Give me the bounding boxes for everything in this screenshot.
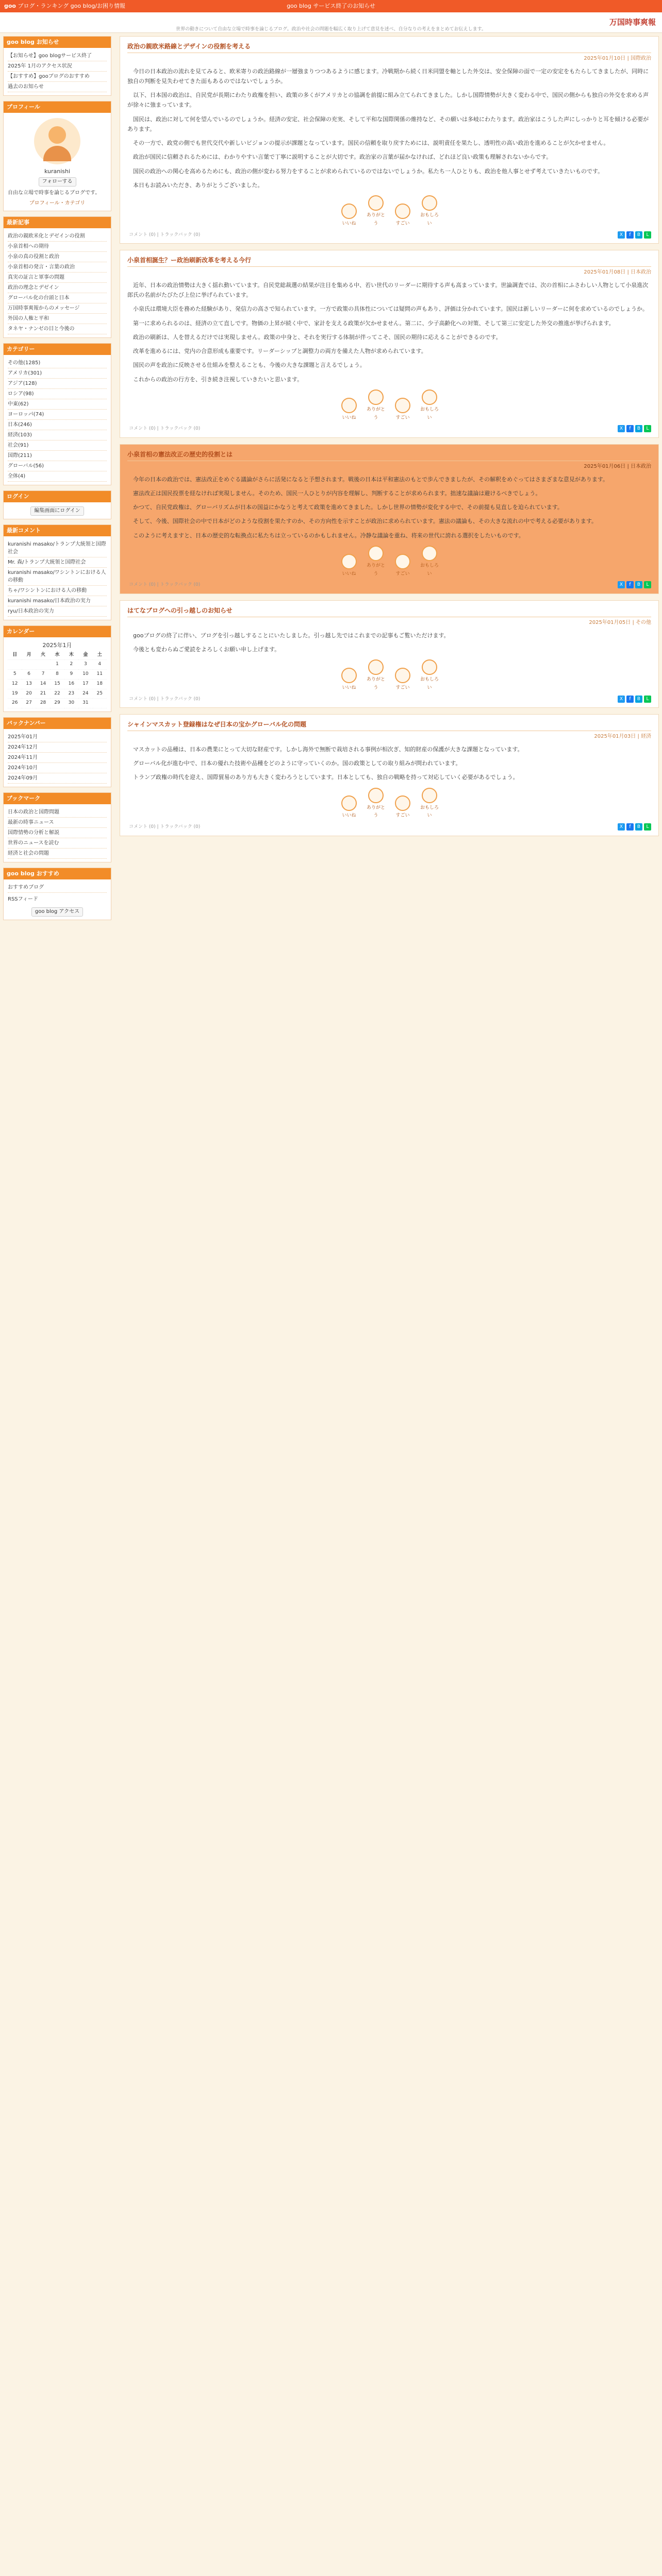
entry-footer[interactable]: コメント (0) | トラックバック (0) bbox=[129, 696, 201, 702]
comment-item[interactable]: ryu/日本政治の実力 bbox=[8, 606, 107, 617]
backnumber-item[interactable]: 2024年09月 bbox=[8, 773, 107, 784]
entry-paragraph: 憲法改正は国民投票を経なければ実現しません。そのため、国民一人ひとりが内容を理解し、判断することが求められます。拙速な議論は避けるべきでしょう。 bbox=[133, 489, 541, 497]
notice-item[interactable]: 【お知らせ】goo blogサービス終了 bbox=[8, 51, 107, 61]
bookmark-item[interactable]: 経済と社会の問題 bbox=[8, 849, 107, 859]
stamp-label: すごい bbox=[395, 685, 410, 690]
backnumber-item[interactable]: 2024年11月 bbox=[8, 753, 107, 763]
entry-paragraph: 小泉氏は環境大臣を務めた経験があり、発信力の高さで知られています。一方で政策の具体性については疑問の声もあり、評価は分かれています。国民は新しいリーダーに何を求めているのでしょうか。 bbox=[133, 306, 649, 313]
calendar-day[interactable]: 9 bbox=[64, 670, 78, 680]
entry-paragraph: このように考えますと、日本の歴史的な転換点に私たちは立っているのかもしれません。冷静な議論を重ね、将来の世代に誇れる選択をしたいものです。 bbox=[133, 532, 524, 539]
stamp-row bbox=[127, 389, 651, 422]
entry-paragraph: トランプ政権の時代を迎え、国際貿易のあり方も大きく変わろうとしています。日本としても、独自の戦略を持って対応していく必要があるでしょう。 bbox=[133, 774, 519, 781]
top-links[interactable]: ブログ・ランキング goo blog/お困り情報 bbox=[18, 3, 126, 9]
stamp-button[interactable] bbox=[339, 204, 359, 228]
stamp-icon bbox=[341, 204, 357, 219]
top-bar bbox=[0, 0, 662, 12]
stamp-label: おもしろい bbox=[420, 213, 439, 226]
share-icon[interactable]: B bbox=[635, 823, 642, 831]
category-item[interactable]: 日本(246) bbox=[8, 420, 107, 430]
stamp-icon bbox=[341, 668, 357, 683]
stamp-label: おもしろい bbox=[420, 406, 439, 420]
entry-title[interactable]: シャインマスカット登録権はなぜ日本の宝かグローバル化の問題 bbox=[127, 720, 651, 731]
share-icon[interactable]: X bbox=[618, 425, 625, 432]
stamp-button[interactable] bbox=[339, 668, 359, 692]
stamp-label: ありがとう bbox=[366, 563, 385, 577]
category-item[interactable]: アメリカ(301) bbox=[8, 368, 107, 379]
calendar-day[interactable]: 27 bbox=[22, 699, 36, 708]
calendar-day[interactable]: 6 bbox=[22, 670, 36, 680]
calendar-day[interactable]: 13 bbox=[22, 679, 36, 689]
recent-box bbox=[3, 216, 111, 338]
entry-title[interactable]: 小泉首相の憲法改正の歴史的役割とは bbox=[127, 450, 651, 461]
entry-paragraph: その一方で、政党の側でも世代交代や新しいビジョンの提示が課題となっています。国民の信頼を取り戻すためには、説明責任を果たし、透明性の高い政治を進めることが欠かせません。 bbox=[133, 140, 609, 146]
login-title: ログイン bbox=[4, 491, 111, 502]
share-icon[interactable]: X bbox=[618, 231, 625, 239]
calendar-day[interactable]: 2 bbox=[64, 660, 78, 670]
stamp-row bbox=[127, 788, 651, 821]
calendar-weekday: 土 bbox=[93, 651, 107, 660]
share-icon[interactable]: B bbox=[635, 425, 642, 432]
entry-footer[interactable]: コメント (0) | トラックバック (0) bbox=[129, 426, 201, 432]
stamp-label: おもしろい bbox=[420, 677, 439, 690]
share-icon[interactable]: f bbox=[626, 425, 634, 432]
stamp-icon bbox=[395, 668, 410, 683]
notice-list bbox=[8, 51, 107, 92]
stamp-icon bbox=[422, 389, 437, 405]
share-icon[interactable]: L bbox=[644, 823, 651, 831]
calendar-day[interactable]: 1 bbox=[50, 660, 64, 670]
profile-link[interactable]: プロフィール・カテゴリ bbox=[29, 200, 86, 206]
entry-paragraph: 本日もお読みいただき、ありがとうございました。 bbox=[133, 181, 263, 189]
share-icon[interactable]: X bbox=[618, 581, 625, 588]
rss-link[interactable]: RSSフィード bbox=[8, 896, 38, 902]
entry-paragraph: 改革を進めるには、党内の合意形成も重要です。リーダーシップと調整力の両方を備えた人物が求められています。 bbox=[133, 348, 427, 354]
backnumber-item[interactable]: 2024年10月 bbox=[8, 763, 107, 773]
calendar-weekday: 日 bbox=[8, 651, 22, 660]
recent-item[interactable]: 政治の理念とデゼイン bbox=[8, 283, 107, 293]
bookmark-list bbox=[8, 807, 107, 859]
stamp-button[interactable] bbox=[366, 546, 386, 579]
stamp-icon bbox=[341, 398, 357, 413]
comments-title: 最新コメント bbox=[4, 525, 111, 536]
bookmark-item[interactable]: 最新の時事ニュース bbox=[8, 818, 107, 828]
backnumber-box bbox=[3, 717, 111, 787]
bookmark-title: ブックマーク bbox=[4, 793, 111, 804]
entry-date: 2025年01月08日 | 日本政治 bbox=[584, 269, 651, 276]
notice-item[interactable]: 【おすすめ】gooブログのおすすめ bbox=[8, 72, 107, 82]
entry-paragraph: 近年、日本の政治情勢は大きく揺れ動いています。自民党総裁選の結果が注目を集める中、若い世代のリーダーに期待する声も高まっています。世論調査では、次の首相にふさわしい人物として小泉進次郎氏の名前がたびたび上位に挙げられています。 bbox=[127, 281, 649, 298]
calendar-day[interactable]: 5 bbox=[8, 670, 22, 680]
entry-paragraph: 今日の日本政治の流れを見てみると、欧米寄りの政治路線が一層強まりつつあるように感じます。冷戦期から続く日米同盟を軸とした外交は、安全保障の面で一定の安定をもたらしてきましたが、同時に独自の判断を見失わせてきた面もあるのではないでしょうか。 bbox=[127, 67, 649, 84]
goo-box bbox=[3, 868, 111, 920]
profile-name[interactable]: kuranishi bbox=[44, 168, 71, 175]
category-item[interactable]: 社会(91) bbox=[8, 440, 107, 451]
comment-item[interactable]: kuranishi masako/トランプ大統領と国際社会 bbox=[8, 539, 107, 557]
stamp-icon bbox=[395, 204, 410, 219]
entry-paragraph: 今後とも変わらぬご愛読をよろしくお願い申し上げます。 bbox=[133, 646, 280, 653]
avatar[interactable] bbox=[34, 118, 80, 164]
stamp-button[interactable] bbox=[419, 195, 440, 228]
stamp-label: いいね bbox=[342, 813, 356, 819]
stamp-icon bbox=[368, 659, 384, 675]
stamp-label: すごい bbox=[395, 221, 410, 226]
recent-item[interactable]: グローバル化の台頭と日本 bbox=[8, 293, 107, 303]
category-item[interactable]: 中東(62) bbox=[8, 399, 107, 410]
category-item[interactable]: ロシア(98) bbox=[8, 389, 107, 399]
backnumber-title: バックナンバー bbox=[4, 718, 111, 729]
stamp-button[interactable] bbox=[392, 398, 413, 422]
entry-title[interactable]: 政治の親欧米路線とデザインの役割を考える bbox=[127, 42, 651, 53]
calendar-day[interactable]: 19 bbox=[8, 689, 22, 699]
calendar-weekday: 水 bbox=[50, 651, 64, 660]
comments-box bbox=[3, 524, 111, 620]
entry-paragraph: gooブログの終了に伴い、ブログを引っ越しすることにいたしました。引っ越し先ではこれまでの記事もご覧いただけます。 bbox=[133, 632, 450, 639]
stamp-icon bbox=[395, 795, 410, 811]
recent-title: 最新記事 bbox=[4, 217, 111, 228]
stamp-button[interactable] bbox=[339, 554, 359, 579]
share-row bbox=[127, 581, 651, 589]
share-icon[interactable]: L bbox=[644, 231, 651, 239]
calendar-day[interactable] bbox=[22, 660, 36, 670]
calendar-day[interactable] bbox=[8, 660, 22, 670]
recent-item[interactable]: 政治の親欧米化とデゼインの役割 bbox=[8, 231, 107, 242]
recent-item[interactable]: 小泉首相への期待 bbox=[8, 242, 107, 252]
recent-item[interactable]: 真実の証言と軍事の問題 bbox=[8, 273, 107, 283]
share-row bbox=[127, 823, 651, 832]
calendar-day[interactable] bbox=[36, 660, 50, 670]
calendar-day[interactable]: 31 bbox=[78, 699, 92, 708]
share-icon[interactable]: f bbox=[626, 581, 634, 588]
entry-paragraph: 第一に求められるのは、経済の立て直しです。物価の上昇が続く中で、家計を支える政策が欠かせません。第二に、少子高齢化への対策、そして第三に安定した外交の推進が挙げられます。 bbox=[133, 319, 615, 327]
calendar-month: 2025年1月 bbox=[42, 642, 72, 649]
bookmark-item[interactable]: 国際情勢の分析と解説 bbox=[8, 828, 107, 838]
stamp-label: いいね bbox=[342, 685, 356, 690]
stamp-icon bbox=[422, 546, 437, 561]
calendar-day[interactable]: 24 bbox=[78, 689, 92, 699]
calendar-day[interactable]: 7 bbox=[36, 670, 50, 680]
comment-item[interactable]: kuranishi masako/日本政治の実力 bbox=[8, 596, 107, 606]
entry-title[interactable]: 小泉首相誕生？ー政治刷新改革を考える今行 bbox=[127, 256, 651, 267]
blog-description: 世界の動きについて自由な立場で時事を論じるブログ。政治や社会の問題を幅広く取り上げて意見を述べ、自分なりの考えをまとめてお伝えします。 bbox=[176, 27, 486, 32]
share-icon[interactable]: L bbox=[644, 581, 651, 588]
stamp-label: ありがとう bbox=[366, 406, 385, 420]
comments-list bbox=[8, 539, 107, 617]
entry-date: 2025年01月05日 | その他 bbox=[589, 620, 651, 625]
share-icon[interactable]: f bbox=[626, 231, 634, 239]
goo-access-button[interactable]: goo blog アクセス bbox=[31, 907, 83, 917]
stamp-icon bbox=[341, 795, 357, 811]
stamp-label: いいね bbox=[342, 571, 356, 577]
share-icon[interactable]: B bbox=[635, 231, 642, 239]
entry-title[interactable]: はてなブログへの引っ越しのお知らせ bbox=[127, 606, 651, 617]
calendar-day[interactable]: 12 bbox=[8, 679, 22, 689]
calendar-day[interactable]: 20 bbox=[22, 689, 36, 699]
share-row bbox=[127, 425, 651, 433]
stamp-row bbox=[127, 659, 651, 692]
stamp-button[interactable] bbox=[419, 389, 440, 422]
stamp-label: ありがとう bbox=[366, 677, 385, 690]
login-box bbox=[3, 490, 111, 519]
blog-header bbox=[0, 12, 662, 33]
share-row bbox=[127, 696, 651, 704]
calendar-weekday: 月 bbox=[22, 651, 36, 660]
share-icon[interactable]: L bbox=[644, 425, 651, 432]
calendar-day[interactable]: 10 bbox=[78, 670, 92, 680]
bookmark-box bbox=[3, 792, 111, 862]
stamp-icon bbox=[368, 389, 384, 405]
blog-entry bbox=[120, 250, 659, 438]
share-icon[interactable]: L bbox=[644, 696, 651, 703]
stamp-button[interactable] bbox=[366, 195, 386, 228]
entry-footer[interactable]: コメント (0) | トラックバック (0) bbox=[129, 824, 201, 829]
bookmark-item[interactable]: 世界のニュースを読む bbox=[8, 838, 107, 849]
stamp-icon bbox=[368, 546, 384, 561]
share-icon[interactable]: X bbox=[618, 823, 625, 831]
service-end-notice[interactable]: goo blog サービス終了のお知らせ bbox=[287, 3, 375, 9]
share-row bbox=[127, 231, 651, 240]
share-icon[interactable]: f bbox=[626, 823, 634, 831]
backnumber-list bbox=[8, 732, 107, 784]
calendar-table bbox=[8, 651, 107, 709]
profile-box bbox=[3, 101, 111, 211]
entry-paragraph: 政治の刷新は、人を替えるだけでは実現しません。政策の中身と、それを実行する体制が伴ってこそ、国民の期待に応えることができるのです。 bbox=[133, 333, 502, 341]
stamp-icon bbox=[368, 788, 384, 803]
calendar-weekday: 火 bbox=[36, 651, 50, 660]
follow-button[interactable]: フォローする bbox=[39, 177, 76, 187]
brand-text: goo bbox=[4, 3, 16, 9]
calendar-day[interactable]: 29 bbox=[50, 699, 64, 708]
sidebar bbox=[3, 36, 111, 925]
backnumber-item[interactable]: 2024年12月 bbox=[8, 742, 107, 753]
entry-footer[interactable]: コメント (0) | トラックバック (0) bbox=[129, 582, 201, 588]
bookmark-item[interactable]: 日本の政治と国際問題 bbox=[8, 807, 107, 818]
category-item[interactable]: グローバル(56) bbox=[8, 461, 107, 471]
stamp-label: ありがとう bbox=[366, 805, 385, 819]
stamp-button[interactable] bbox=[419, 546, 440, 579]
category-item[interactable]: 経済(103) bbox=[8, 430, 107, 440]
notice-title: goo blog お知らせ bbox=[4, 37, 111, 48]
recent-item[interactable]: 万国時事爽報からのメッセージ bbox=[8, 303, 107, 314]
goo-list bbox=[8, 883, 107, 893]
stamp-label: すごい bbox=[395, 813, 410, 819]
blog-entry bbox=[120, 714, 659, 836]
blog-entry bbox=[120, 36, 659, 244]
stamp-label: すごい bbox=[395, 571, 410, 577]
calendar-day[interactable]: 4 bbox=[93, 660, 107, 670]
login-button[interactable]: 編集画面にログイン bbox=[30, 506, 84, 516]
stamp-button[interactable] bbox=[366, 788, 386, 821]
stamp-label: すごい bbox=[395, 415, 410, 420]
blog-entry bbox=[120, 600, 659, 708]
entry-footer[interactable]: コメント (0) | トラックバック (0) bbox=[129, 232, 201, 238]
profile-title: プロフィール bbox=[4, 101, 111, 113]
calendar-day[interactable]: 23 bbox=[64, 689, 78, 699]
calendar-weekday: 金 bbox=[78, 651, 92, 660]
category-item[interactable]: その他(1285) bbox=[8, 358, 107, 368]
stamp-icon bbox=[422, 788, 437, 803]
stamp-button[interactable] bbox=[366, 389, 386, 422]
stamp-icon bbox=[395, 554, 410, 569]
stamp-label: いいね bbox=[342, 221, 356, 226]
calendar-day[interactable]: 14 bbox=[36, 679, 50, 689]
entry-paragraph: これからの政治の行方を、引き続き注視していきたいと思います。 bbox=[133, 376, 303, 383]
entry-paragraph: 今年の日本の政治では、憲法改正をめぐる議論がさらに活発になると予想されます。戦後の日本は平和憲法のもとで歩んできましたが、その解釈をめぐってはさまざまな意見があります。 bbox=[133, 476, 609, 483]
blog-title[interactable]: 万国時事爽報 bbox=[609, 18, 656, 27]
stamp-button[interactable] bbox=[392, 668, 413, 692]
stamp-row bbox=[127, 195, 651, 228]
entry-paragraph: 国民は、政治に対して何を望んでいるのでしょうか。経済の安定、社会保障の充実、そして平和な国際関係の維持など、その願いは多岐にわたります。政治家はこうした声にしっかりと耳を傾ける必要があります。 bbox=[127, 115, 649, 132]
stamp-icon bbox=[395, 398, 410, 413]
share-icon[interactable]: X bbox=[618, 696, 625, 703]
stamp-button[interactable] bbox=[392, 795, 413, 820]
stamp-icon bbox=[422, 659, 437, 675]
calendar-weekday: 木 bbox=[64, 651, 78, 660]
entry-paragraph: 国民の声を政治に反映させる仕組みを整えることも、今後の大きな課題と言えるでしょう。 bbox=[133, 362, 366, 369]
stamp-button[interactable] bbox=[339, 398, 359, 422]
calendar-title: カレンダー bbox=[4, 626, 111, 637]
share-icon[interactable]: B bbox=[635, 581, 642, 588]
stamp-label: ありがとう bbox=[366, 213, 385, 226]
stamp-icon bbox=[341, 554, 357, 569]
calendar-day[interactable]: 30 bbox=[64, 699, 78, 708]
notice-item[interactable]: 2025年 1月のアクセス状況 bbox=[8, 61, 107, 72]
category-title: カテゴリー bbox=[4, 344, 111, 355]
category-item[interactable]: ヨーロッパ(74) bbox=[8, 410, 107, 420]
goo-title: goo blog おすすめ bbox=[4, 868, 111, 879]
stamp-icon bbox=[368, 195, 384, 211]
profile-intro: 自由な立場で時事を論じるブログです。 bbox=[8, 190, 101, 196]
entry-paragraph: そして、今後、国際社会の中で日本がどのような役割を果たすのか、その方向性を示すことが政治に求められています。憲法の議論も、その大きな流れの中で考える必要があります。 bbox=[133, 518, 598, 525]
main-content bbox=[120, 36, 659, 842]
stamp-button[interactable] bbox=[419, 659, 440, 692]
stamp-button[interactable] bbox=[419, 788, 440, 821]
recent-item[interactable]: 小泉の真の役割と政治 bbox=[8, 252, 107, 262]
recent-list bbox=[8, 231, 107, 334]
blog-entry bbox=[120, 444, 659, 594]
stamp-label: おもしろい bbox=[420, 805, 439, 819]
stamp-button[interactable] bbox=[392, 554, 413, 579]
share-icon[interactable]: B bbox=[635, 696, 642, 703]
entry-date: 2025年01月03日 | 経済 bbox=[594, 734, 651, 740]
calendar-box bbox=[3, 625, 111, 712]
comment-item[interactable]: kuranishi masako/ワシントンにおける人の移動 bbox=[8, 568, 107, 586]
stamp-button[interactable] bbox=[339, 795, 359, 820]
category-item[interactable]: アジア(128) bbox=[8, 379, 107, 389]
entry-paragraph: 国民の政治への関心を高めるためにも、政治の側が変わる努力をすることが求められているのではないでしょうか。私たち一人ひとりも、政治を他人事とせず考えていきたいものです。 bbox=[133, 167, 604, 175]
calendar-day[interactable]: 15 bbox=[50, 679, 64, 689]
calendar-day[interactable]: 8 bbox=[50, 670, 64, 680]
calendar-day[interactable]: 21 bbox=[36, 689, 50, 699]
calendar-day[interactable]: 25 bbox=[93, 689, 107, 699]
stamp-button[interactable] bbox=[392, 204, 413, 228]
calendar-day[interactable]: 18 bbox=[93, 679, 107, 689]
recent-item[interactable]: タネヤ・ナンゼの目と今後の bbox=[8, 324, 107, 334]
stamp-label: おもしろい bbox=[420, 563, 439, 577]
category-item[interactable]: 国際(211) bbox=[8, 451, 107, 461]
entry-paragraph: 政治が国民に信頼されるためには、わかりやすい言葉で丁寧に説明することが大切です。政治家の言葉が届かなければ、どれほど良い政策も理解されないからです。 bbox=[133, 154, 552, 161]
entry-paragraph: かつて、自民党政権は、グローバリズムが日本の国益にかなうと考えて政策を進めてきました。しかし世界の情勢が変化する中で、その前提も見直しを迫られています。 bbox=[133, 504, 563, 511]
notice-item[interactable]: 過去のお知らせ bbox=[8, 82, 107, 92]
comment-item[interactable]: ちゃ/ワシントンにおける人の移動 bbox=[8, 586, 107, 596]
notice-box bbox=[3, 36, 111, 96]
calendar-day[interactable]: 3 bbox=[78, 660, 92, 670]
entry-paragraph: マスカットの品種は、日本の農業にとって大切な財産です。しかし海外で無断で栽培される事例が相次ぎ、知的財産の保護が大きな課題となっています。 bbox=[133, 745, 523, 753]
category-item[interactable]: 全体(4) bbox=[8, 471, 107, 482]
calendar-day[interactable] bbox=[93, 699, 107, 708]
goo-item[interactable]: おすすめブログ bbox=[8, 883, 107, 893]
category-list bbox=[8, 358, 107, 482]
recent-item[interactable]: 小泉首相の発言・言葉の政治 bbox=[8, 262, 107, 273]
calendar-day[interactable]: 26 bbox=[8, 699, 22, 708]
entry-date: 2025年01月06日 | 日本政治 bbox=[584, 464, 651, 469]
category-box bbox=[3, 343, 111, 485]
comment-item[interactable]: Mr. 森/トランプ大統領と国際社会 bbox=[8, 557, 107, 568]
stamp-label: いいね bbox=[342, 415, 356, 420]
stamp-row bbox=[127, 546, 651, 579]
calendar-day[interactable]: 17 bbox=[78, 679, 92, 689]
stamp-icon bbox=[422, 195, 437, 211]
calendar-day[interactable]: 11 bbox=[93, 670, 107, 680]
entry-date: 2025年01月10日 | 国際政治 bbox=[584, 56, 651, 61]
calendar-day[interactable]: 22 bbox=[50, 689, 64, 699]
calendar-day[interactable]: 16 bbox=[64, 679, 78, 689]
share-icon[interactable]: f bbox=[626, 696, 634, 703]
entry-paragraph: 以下、日本国の政治は、自民党が長期にわたり政権を担い、政策の多くがアメリカとの協調を前提に組み立てられてきました。しかし国際情勢が大きく変わる中で、国民の側からも独自の外交を求める声が徐々に強まっています。 bbox=[127, 92, 649, 109]
entry-paragraph: グローバル化が進む中で、日本の優れた技術や品種をどのように守っていくのか。国の政策としての取り組みが問われています。 bbox=[133, 760, 461, 767]
stamp-button[interactable] bbox=[366, 659, 386, 692]
backnumber-item[interactable]: 2025年01月 bbox=[8, 732, 107, 742]
calendar-day[interactable]: 28 bbox=[36, 699, 50, 708]
recent-item[interactable]: 外国の人権と平和 bbox=[8, 314, 107, 324]
